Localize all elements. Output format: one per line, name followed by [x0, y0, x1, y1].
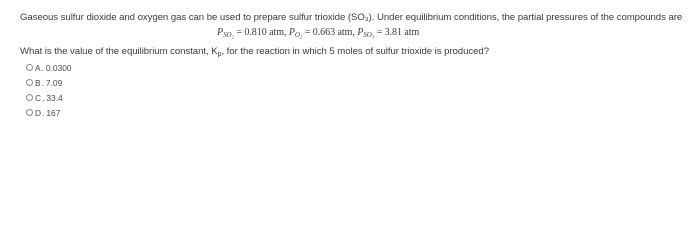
answer-choices — [26, 60, 72, 120]
pressure-so2: $P_{SO_2}$ — [217, 27, 234, 39]
prompt-text: Gaseous sulfur dioxide and oxygen gas can be used to prepare sulfur trioxide (SO₃). Under equilibrium conditions, the partial pressures of the compounds are — [20, 12, 683, 23]
choice-d[interactable]: D . 167 — [26, 105, 72, 120]
radio-button-icon[interactable] — [26, 64, 33, 71]
choice-letter: D — [35, 107, 42, 118]
pressure-so3-value: = 3.81 atm — [374, 27, 420, 38]
pressure-o2: $P_{O_2}$ — [288, 27, 303, 39]
radio-button-icon[interactable] — [26, 79, 33, 86]
choice-value: 0.0300 — [45, 62, 72, 73]
k-symbol: $K_p$ — [211, 46, 222, 58]
choice-value: 33.4 — [46, 92, 63, 103]
partial-pressures-line — [217, 27, 419, 38]
radio-button-icon[interactable] — [26, 94, 33, 101]
question-text: What is the value of the equilibrium constant, $K_p$, for the reaction in which 5 moles of sulfur trioxide is produced? — [20, 46, 489, 58]
choice-letter: A — [35, 62, 41, 73]
choice-value: 167 — [46, 107, 61, 118]
choice-letter: C — [35, 92, 42, 103]
radio-button-icon[interactable] — [26, 109, 33, 116]
pressure-so2-value: = 0.810 atm, — [233, 27, 289, 38]
pressure-o2-value: = 0.663 atm, — [302, 27, 358, 38]
pressure-so3: $P_{SO_3}$ — [357, 27, 375, 39]
choice-c[interactable]: C . 33.4 — [26, 90, 72, 105]
choice-a[interactable]: A . 0.0300 — [26, 60, 72, 75]
choice-b[interactable]: B . 7.09 — [26, 75, 72, 90]
choice-letter: B — [35, 77, 41, 88]
choice-value: 7.09 — [45, 77, 63, 88]
